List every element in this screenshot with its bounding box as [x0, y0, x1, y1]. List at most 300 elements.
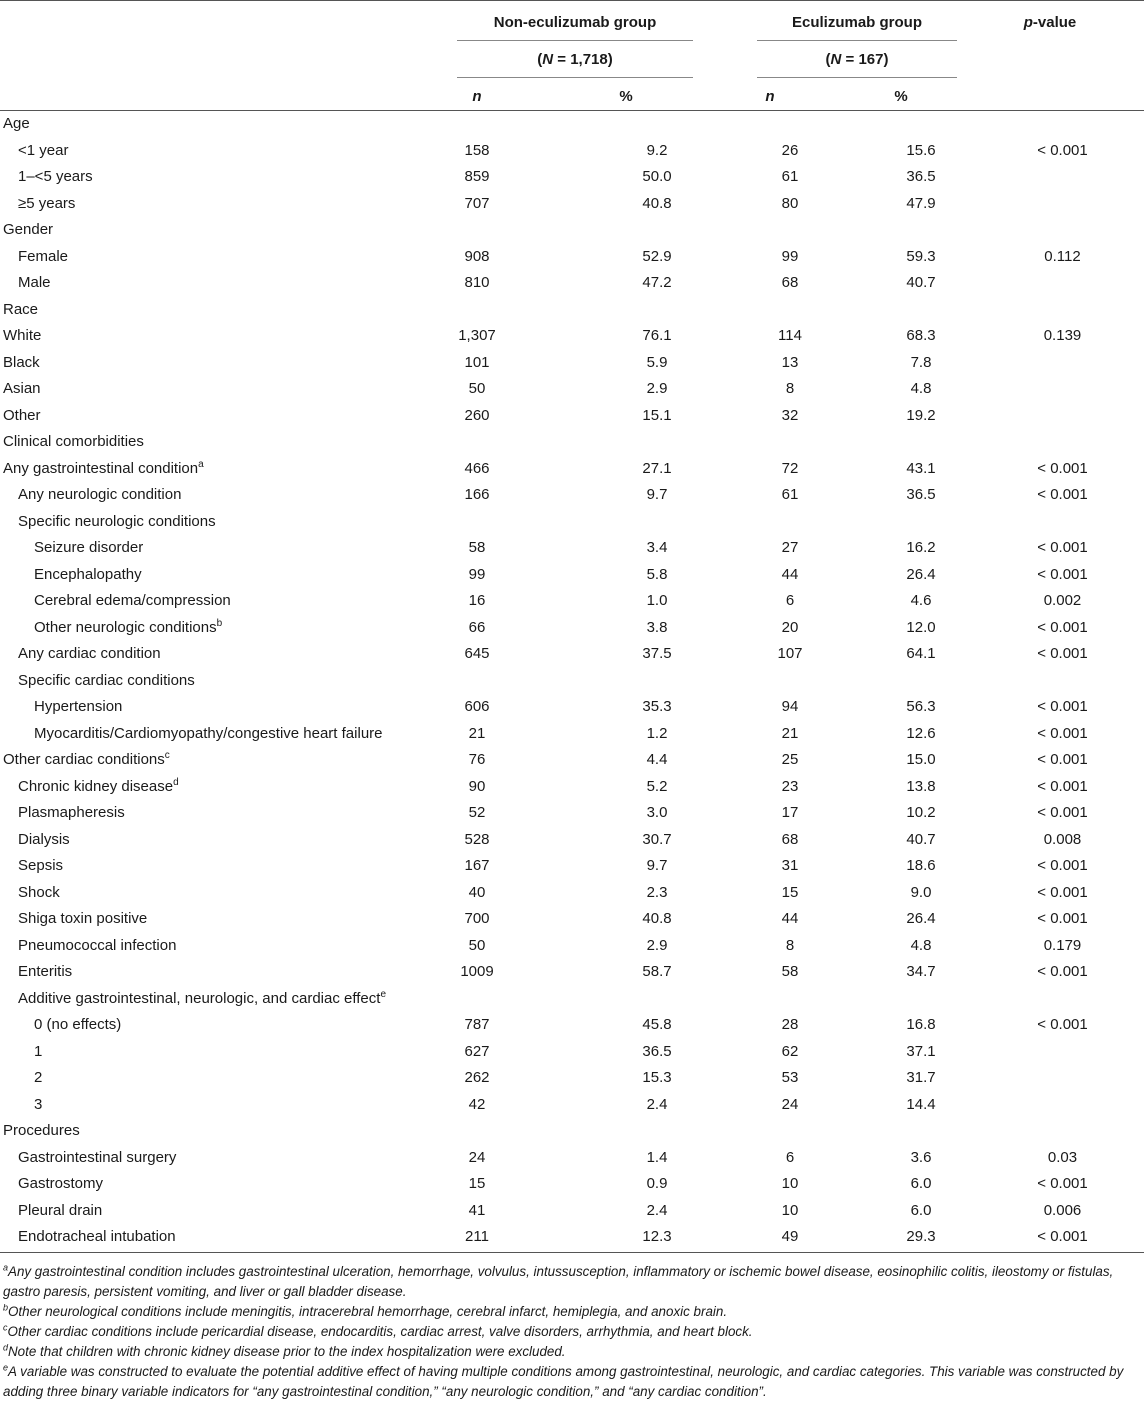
group2-rule-2	[757, 77, 957, 78]
pvalue-cell	[981, 270, 1144, 297]
spacer	[820, 827, 861, 854]
spacer	[820, 191, 861, 218]
group1-pct-cell: 76.1	[642, 327, 672, 344]
group1-pct-cell: 37.5	[642, 645, 672, 662]
row-label: Hypertension	[34, 698, 123, 715]
spacer	[820, 694, 861, 721]
spacer	[820, 1065, 861, 1092]
pvalue-cell: 0.179	[1043, 936, 1082, 954]
group1-n-cell: 167	[464, 857, 490, 874]
spacer	[820, 138, 861, 165]
row-label: Seizure disorder	[34, 539, 144, 556]
group2-rule	[757, 40, 957, 41]
group2-pct-cell: 18.6	[906, 857, 936, 874]
spacer	[687, 350, 760, 377]
row-label: Any neurologic condition	[18, 486, 182, 503]
group1-rule-2	[457, 77, 693, 78]
group2-n-cell: 25	[781, 751, 799, 768]
spacer	[507, 456, 627, 483]
group2-n: (N = 167)	[825, 51, 889, 68]
group1-pct-cell: 3.0	[646, 804, 668, 821]
group1-n-cell	[447, 217, 507, 244]
spacer	[687, 1224, 760, 1251]
group2-pct-col: %	[894, 88, 908, 105]
spacer	[820, 641, 861, 668]
row-label: Endotracheal intubation	[18, 1228, 176, 1245]
table-row	[0, 191, 1144, 218]
group2-pct-cell	[861, 668, 981, 695]
group1-pct-cell: 5.9	[646, 353, 668, 371]
spacer	[687, 641, 760, 668]
table-row	[0, 456, 1144, 483]
table-row	[0, 1065, 1144, 1092]
group2-n-cell: 8	[785, 380, 795, 397]
group1-n-cell: 707	[464, 194, 490, 212]
row-label: Sepsis	[18, 857, 64, 874]
group2-pct-cell: 15.0	[906, 751, 936, 768]
pvalue-cell: < 0.001	[1037, 963, 1088, 980]
spacer	[820, 1118, 861, 1145]
pvalue-cell: < 0.001	[1037, 804, 1088, 821]
table-bottom-rule	[0, 1252, 1144, 1253]
data-table	[0, 111, 1144, 1251]
row-label: Age	[3, 115, 30, 132]
group1-pct-cell: 50.0	[642, 168, 672, 185]
table-row	[0, 721, 1144, 748]
group1-n-cell: 24	[468, 1148, 486, 1166]
group1-n-cell: 50	[468, 936, 486, 954]
table-row	[0, 668, 1144, 695]
spacer	[507, 668, 627, 695]
group1-n-cell: 21	[468, 724, 486, 742]
row-label: Clinical comorbidities	[3, 433, 144, 450]
table-row	[0, 880, 1144, 907]
spacer	[507, 429, 627, 456]
group2-pct-cell: 40.7	[906, 274, 936, 291]
spacer	[687, 721, 760, 748]
table-row	[0, 164, 1144, 191]
pvalue-cell: < 0.001	[1037, 1175, 1088, 1192]
table-row	[0, 588, 1144, 615]
spacer	[820, 668, 861, 695]
pvalue-cell	[981, 1118, 1144, 1145]
group1-n-cell: 66	[468, 618, 486, 636]
table-row	[0, 1224, 1144, 1251]
spacer	[687, 1012, 760, 1039]
group1-rule	[457, 40, 693, 41]
group1-pct-cell: 5.2	[646, 777, 668, 795]
group1-pct-cell: 2.4	[646, 1095, 668, 1113]
group2-n-col: n	[765, 88, 775, 105]
spacer	[820, 1092, 861, 1119]
spacer	[687, 694, 760, 721]
table-row	[0, 1145, 1144, 1172]
group1-n-cell: 40	[468, 883, 486, 901]
spacer	[507, 191, 627, 218]
table-row	[0, 827, 1144, 854]
group2-pct-cell	[861, 297, 981, 324]
row-label: Encephalopathy	[34, 565, 142, 583]
spacer	[687, 588, 760, 615]
spacer	[507, 164, 627, 191]
group1-n-cell: 627	[464, 1042, 490, 1060]
group2-pct-cell	[861, 986, 981, 1013]
group1-pct-cell: 12.3	[642, 1228, 672, 1245]
group2-n-cell: 99	[781, 247, 799, 265]
group1-pct-cell: 35.3	[642, 698, 672, 715]
pvalue-cell	[981, 403, 1144, 430]
group2-n-cell: 62	[781, 1042, 799, 1060]
footnote	[3, 1322, 1141, 1342]
row-label: Myocarditis/Cardiomyopathy/congestive heart failure	[34, 724, 383, 742]
footnote-mark: e	[3, 1362, 9, 1373]
spacer	[687, 429, 760, 456]
spacer	[687, 111, 760, 138]
footnote-mark: d	[3, 1342, 9, 1353]
pvalue-cell	[981, 1039, 1144, 1066]
spacer	[820, 615, 861, 642]
group1-pct-cell: 3.8	[646, 618, 668, 636]
group1-n-cell: 528	[464, 830, 490, 848]
row-label: White	[3, 327, 42, 344]
spacer	[507, 986, 627, 1013]
table-row	[0, 138, 1144, 165]
spacer	[820, 1039, 861, 1066]
pvalue-cell	[981, 376, 1144, 403]
spacer	[687, 403, 760, 430]
group2-pct-cell: 31.7	[906, 1069, 936, 1086]
spacer	[507, 1039, 627, 1066]
spacer	[820, 588, 861, 615]
footnote-mark: a	[198, 458, 204, 470]
group2-pct-cell: 43.1	[906, 459, 936, 477]
group1-pct-cell	[627, 668, 687, 695]
footnote-text: Note that children with chronic kidney disease prior to the index hospitalization were excluded.	[8, 1344, 566, 1359]
group2-pct-cell: 4.8	[910, 380, 932, 397]
group2-n-cell: 49	[781, 1228, 799, 1245]
spacer	[507, 641, 627, 668]
row-label: Enteritis	[18, 963, 73, 980]
row-label: Additive gastrointestinal, neurologic, and cardiac effect$^e$	[18, 988, 387, 1007]
group1-pct-cell: 9.2	[646, 141, 668, 159]
row-label: Cerebral edema/compression	[34, 592, 231, 609]
pvalue-cell: < 0.001	[1037, 539, 1088, 556]
spacer	[687, 615, 760, 642]
group2-pct-cell: 13.8	[906, 777, 936, 795]
spacer	[687, 270, 760, 297]
group2-pct-cell: 10.2	[906, 804, 936, 821]
spacer	[687, 1198, 760, 1225]
group2-pct-cell: 9.0	[910, 883, 932, 901]
group1-n-cell	[447, 986, 507, 1013]
group2-pct-cell: 14.4	[906, 1095, 936, 1113]
row-label: 0 (no effects)	[34, 1016, 122, 1033]
row-label: Any gastrointestinal condition$^a$	[3, 458, 204, 477]
pvalue-cell: < 0.001	[1037, 698, 1088, 715]
spacer	[687, 880, 760, 907]
group2-n-cell: 10	[781, 1175, 799, 1192]
group1-n-cell	[447, 297, 507, 324]
spacer	[507, 403, 627, 430]
group2-n-cell: 68	[781, 830, 799, 848]
spacer	[687, 217, 760, 244]
spacer	[820, 403, 861, 430]
pvalue-cell: < 0.001	[1037, 777, 1088, 795]
pvalue-cell	[981, 111, 1144, 138]
group1-pct-cell: 15.1	[642, 406, 672, 424]
spacer	[820, 721, 861, 748]
spacer	[820, 986, 861, 1013]
table-row	[0, 270, 1144, 297]
spacer	[507, 217, 627, 244]
spacer	[507, 588, 627, 615]
group1-pct-cell: 5.8	[646, 565, 668, 583]
spacer	[687, 800, 760, 827]
group2-n-cell: 44	[781, 910, 799, 927]
spacer	[820, 323, 861, 350]
spacer	[820, 1224, 861, 1251]
spacer	[687, 1118, 760, 1145]
spacer	[820, 1171, 861, 1198]
pvalue-cell	[981, 1065, 1144, 1092]
spacer	[507, 800, 627, 827]
spacer	[687, 138, 760, 165]
group1-n-cell: 16	[468, 592, 486, 609]
spacer	[507, 111, 627, 138]
group2-pct-cell	[861, 509, 981, 536]
group2-pct-cell: 37.1	[906, 1042, 936, 1060]
spacer	[507, 1145, 627, 1172]
group2-pct-cell	[861, 429, 981, 456]
group1-n-cell: 41	[468, 1201, 486, 1219]
footnote-text: Other cardiac conditions include pericardial disease, endocarditis, cardiac arrest, valve disorders, arrhythmia, and heart block.	[7, 1324, 753, 1339]
group1-pct-cell: 40.8	[642, 910, 672, 927]
spacer	[687, 535, 760, 562]
group1-pct-cell: 27.1	[642, 459, 672, 477]
pvalue-cell: < 0.001	[1037, 883, 1088, 901]
group1-pct-cell: 52.9	[642, 247, 672, 265]
spacer	[507, 694, 627, 721]
group2-n-cell: 44	[781, 565, 799, 583]
row-label: Specific neurologic conditions	[18, 512, 216, 530]
group2-pct-cell: 47.9	[906, 194, 936, 212]
spacer	[687, 323, 760, 350]
spacer	[820, 747, 861, 774]
spacer	[507, 270, 627, 297]
spacer	[687, 1171, 760, 1198]
table-header	[0, 0, 1144, 111]
spacer	[507, 774, 627, 801]
group1-pct-cell: 0.9	[646, 1175, 668, 1192]
pvalue-cell	[981, 429, 1144, 456]
table-row	[0, 906, 1144, 933]
spacer	[687, 747, 760, 774]
group1-pct-cell	[627, 297, 687, 324]
spacer	[820, 350, 861, 377]
group2-n-cell: 61	[781, 486, 799, 503]
group2-pct-cell: 64.1	[906, 645, 936, 662]
group2-pct-cell: 34.7	[906, 963, 936, 980]
table-row	[0, 111, 1144, 138]
table-row	[0, 800, 1144, 827]
pvalue-cell	[981, 350, 1144, 377]
row-label: Female	[18, 247, 69, 265]
row-label: Chronic kidney disease$^d$	[18, 776, 179, 795]
group1-n-cell: 50	[468, 380, 486, 397]
group2-pct-cell: 68.3	[906, 327, 936, 344]
group1-pct-cell: 3.4	[646, 539, 668, 556]
group2-pct-cell: 36.5	[906, 486, 936, 503]
group2-n-cell: 24	[781, 1095, 799, 1113]
spacer	[507, 482, 627, 509]
group1-n: (N = 1,718)	[537, 51, 613, 68]
group1-n-cell: 262	[464, 1069, 490, 1086]
spacer	[507, 1198, 627, 1225]
table-row	[0, 509, 1144, 536]
group1-pct-cell: 9.7	[646, 486, 668, 503]
footnote-text: A variable was constructed to evaluate the potential additive effect of having multiple conditions among gastrointestinal, neurologic, and cardiac categories. This variable was constructed by adding three binary variable indicators for “any gastrointestinal condition,” “any neurologic condition,” and “any cardiac condition”.	[3, 1364, 1124, 1399]
group1-n-cell: 859	[464, 168, 490, 185]
table-row	[0, 1039, 1144, 1066]
group2-n-cell	[760, 1118, 820, 1145]
pvalue-cell: < 0.001	[1037, 751, 1088, 768]
spacer	[507, 827, 627, 854]
spacer	[820, 217, 861, 244]
group1-n-cell: 787	[464, 1016, 490, 1033]
table-row	[0, 853, 1144, 880]
row-label: Gastrointestinal surgery	[18, 1148, 177, 1166]
spacer	[820, 164, 861, 191]
group1-n-cell: 76	[468, 751, 486, 768]
group1-n-cell: 645	[464, 645, 490, 662]
spacer	[507, 1224, 627, 1251]
group2-pct-cell: 56.3	[906, 698, 936, 715]
group1-pct-cell	[627, 509, 687, 536]
pvalue-cell	[981, 668, 1144, 695]
group1-pct-col: %	[619, 88, 633, 105]
row-label: 1	[34, 1042, 43, 1060]
row-label: 3	[34, 1095, 43, 1113]
spacer	[507, 906, 627, 933]
pvalue-cell: < 0.001	[1037, 645, 1088, 662]
group1-n-cell: 810	[464, 274, 490, 291]
group2-pct-cell: 12.6	[906, 724, 936, 742]
row-label: 2	[34, 1069, 43, 1086]
table-row	[0, 1092, 1144, 1119]
spacer	[507, 1092, 627, 1119]
group2-pct-cell: 15.6	[906, 141, 936, 159]
group1-n-cell: 15	[468, 1175, 486, 1192]
group1-n-cell	[447, 111, 507, 138]
group1-pct-cell: 30.7	[642, 830, 672, 848]
group1-n-cell: 260	[464, 406, 490, 424]
group2-pct-cell: 6.0	[910, 1175, 932, 1192]
group1-pct-cell: 2.9	[646, 936, 668, 954]
group1-pct-cell: 4.4	[646, 751, 668, 768]
pvalue-header: p-value	[1023, 14, 1077, 31]
group2-pct-cell: 4.8	[910, 936, 932, 954]
group2-pct-cell: 26.4	[906, 910, 936, 927]
group1-pct-cell: 1.4	[646, 1148, 668, 1166]
group2-n-cell: 61	[781, 168, 799, 185]
pvalue-cell	[981, 217, 1144, 244]
spacer	[687, 1065, 760, 1092]
group1-n-col: n	[472, 88, 482, 105]
group1-n-cell: 211	[465, 1228, 489, 1245]
spacer	[687, 906, 760, 933]
row-label: Race	[3, 300, 39, 318]
pvalue-cell: < 0.001	[1037, 857, 1088, 874]
spacer	[507, 323, 627, 350]
group1-n-cell	[447, 429, 507, 456]
group2-n-cell: 53	[781, 1069, 799, 1086]
row-label: Any cardiac condition	[18, 645, 161, 662]
footnote-text: Other neurological conditions include meningitis, intracerebral hemorrhage, cerebral infarct, hemiplegia, and anoxic brain.	[8, 1304, 728, 1319]
group2-n-cell: 94	[781, 698, 799, 715]
group2-pct-cell: 19.2	[906, 406, 936, 424]
pvalue-cell	[981, 509, 1144, 536]
group1-pct-cell	[627, 1118, 687, 1145]
row-label: Pleural drain	[18, 1201, 103, 1219]
pvalue-cell: < 0.001	[1037, 486, 1088, 503]
group2-n-cell: 6	[785, 1148, 795, 1166]
group2-pct-cell	[861, 217, 981, 244]
spacer	[820, 774, 861, 801]
pvalue-cell: < 0.001	[1037, 1016, 1088, 1033]
group2-n-cell: 23	[781, 777, 799, 795]
spacer	[687, 297, 760, 324]
spacer	[820, 429, 861, 456]
group1-n-cell	[447, 509, 507, 536]
group1-pct-cell: 40.8	[642, 194, 672, 212]
table-row	[0, 774, 1144, 801]
spacer	[687, 244, 760, 271]
table-row	[0, 217, 1144, 244]
table-row	[0, 403, 1144, 430]
pvalue-cell: < 0.001	[1037, 141, 1088, 159]
group1-pct-cell: 45.8	[642, 1016, 672, 1033]
row-label: Male	[18, 274, 51, 291]
spacer	[687, 1145, 760, 1172]
footnote	[3, 1342, 1141, 1362]
spacer	[687, 668, 760, 695]
footnotes	[3, 1262, 1141, 1402]
group2-n-cell: 20	[781, 618, 799, 636]
group2-n-cell	[760, 429, 820, 456]
group2-pct-cell: 59.3	[906, 247, 936, 265]
spacer	[820, 1145, 861, 1172]
spacer	[507, 535, 627, 562]
spacer	[507, 880, 627, 907]
table-row	[0, 482, 1144, 509]
footnote-mark: c	[3, 1322, 8, 1333]
pvalue-cell: < 0.001	[1037, 565, 1088, 583]
spacer	[820, 509, 861, 536]
spacer	[507, 509, 627, 536]
row-label: Specific cardiac conditions	[18, 671, 195, 689]
spacer	[687, 164, 760, 191]
spacer	[507, 244, 627, 271]
table-row	[0, 959, 1144, 986]
spacer	[687, 986, 760, 1013]
table-row	[0, 376, 1144, 403]
spacer	[820, 297, 861, 324]
group2-pct-cell: 16.2	[906, 539, 936, 556]
table-row	[0, 429, 1144, 456]
spacer	[507, 1171, 627, 1198]
group1-pct-cell	[627, 111, 687, 138]
pvalue-cell	[981, 191, 1144, 218]
